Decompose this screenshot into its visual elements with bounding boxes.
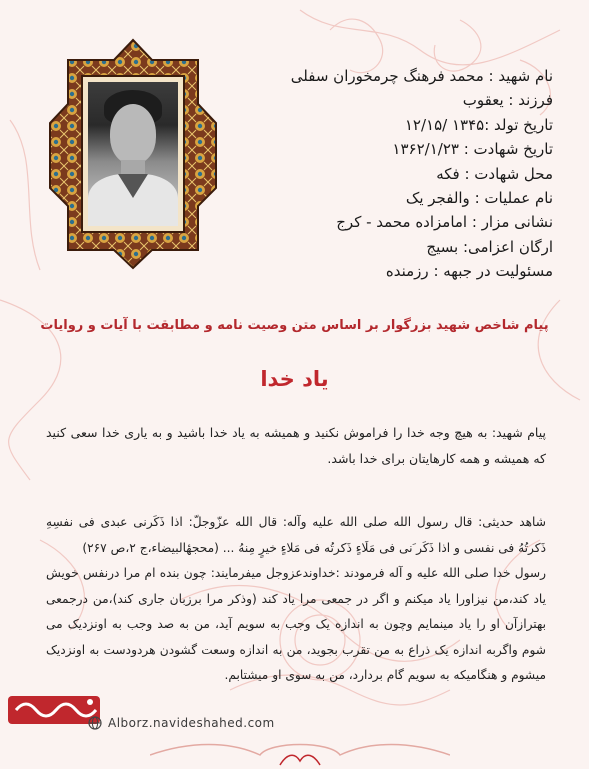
martyr-info: [223, 64, 553, 284]
martyrdom-date-line: تاریخ شهادت : ۱۳۶۲/۱/۲۳: [392, 140, 553, 159]
bottom-ornament: [150, 735, 450, 769]
operation-line: نام عملیات : والفجر یک: [405, 189, 553, 208]
hadith-block: [46, 510, 546, 689]
photo-frame: [48, 38, 218, 270]
grave-line: نشانی مزار : امامزاده محمد - کرج: [336, 213, 553, 232]
name-line: نام شهید : محمد فرهنگ چرمخوران سفلی: [290, 67, 553, 85]
hadith-translation: رسول خدا صلی الله علیه و آله فرمودند :خداوندعزوجل میفرمایند: چون بنده ام مرا درنفس خویش یاد کند،من نیزاورا یاد میکنم و اگر در جمعی مرا یاد کند (وذکر مرا برزبان جاری کند)،من درجمعی بهترازآن او را یاد مینمایم وچون به اندازه یک وجب به سویم آید، من به صد وجب به اونزدیک می شوم واگربه اندازه یک ذراع به من تقرب بجوید، من به اندازه وسعت گشودن هردودست به اونزدیک میشوم و هنگامیکه به سویم گام بردارد، من به سوی او میشتابم.: [46, 566, 546, 682]
role-line: مسئولیت در جبهه : رزمنده: [385, 262, 553, 281]
hadith-arabic: شاهد حدیثی: قال رسول الله صلی الله علیه وآله: قال الله عزّوجلّ: اذا ذَکَرنی عبدی فی نفسِهِ ذَکرتُهُ فی نفسی و اذا ذَکَر َنی فی مَلَاءٍ ذَکرتُه فی مَلاءٍ خیرٍ مِنهُ ... (محجهٔالبیضاء،ج ۲،ص ۲۶۷): [46, 515, 546, 555]
martyr-message: پیام شهید: به هیچ وجه خدا را فراموش نکنید و همیشه به یاد خدا باشید و به یاری خدا سعی کنید که همیشه و همه کارهایتان برای خدا باشد.: [46, 425, 546, 466]
organ-line: ارگان اعزامی: بسیج: [426, 237, 553, 256]
martyr-photo: [88, 82, 178, 226]
section-heading: یاد خدا: [260, 367, 329, 391]
site-url: Alborz.navideshahed.com: [108, 716, 275, 730]
subtitle: پیام شاخص شهید بزرگوار بر اساس متن وصیت نامه و مطابقت با آیات و روایات: [40, 318, 549, 333]
martyrdom-place-line: محل شهادت : فکه: [436, 164, 553, 183]
father-line: فرزند : یعقوب: [462, 91, 553, 110]
birth-date-line: تاریخ تولد :۱۳۴۵ /۱۲/۱۵: [404, 115, 553, 134]
globe-icon: [88, 716, 102, 730]
